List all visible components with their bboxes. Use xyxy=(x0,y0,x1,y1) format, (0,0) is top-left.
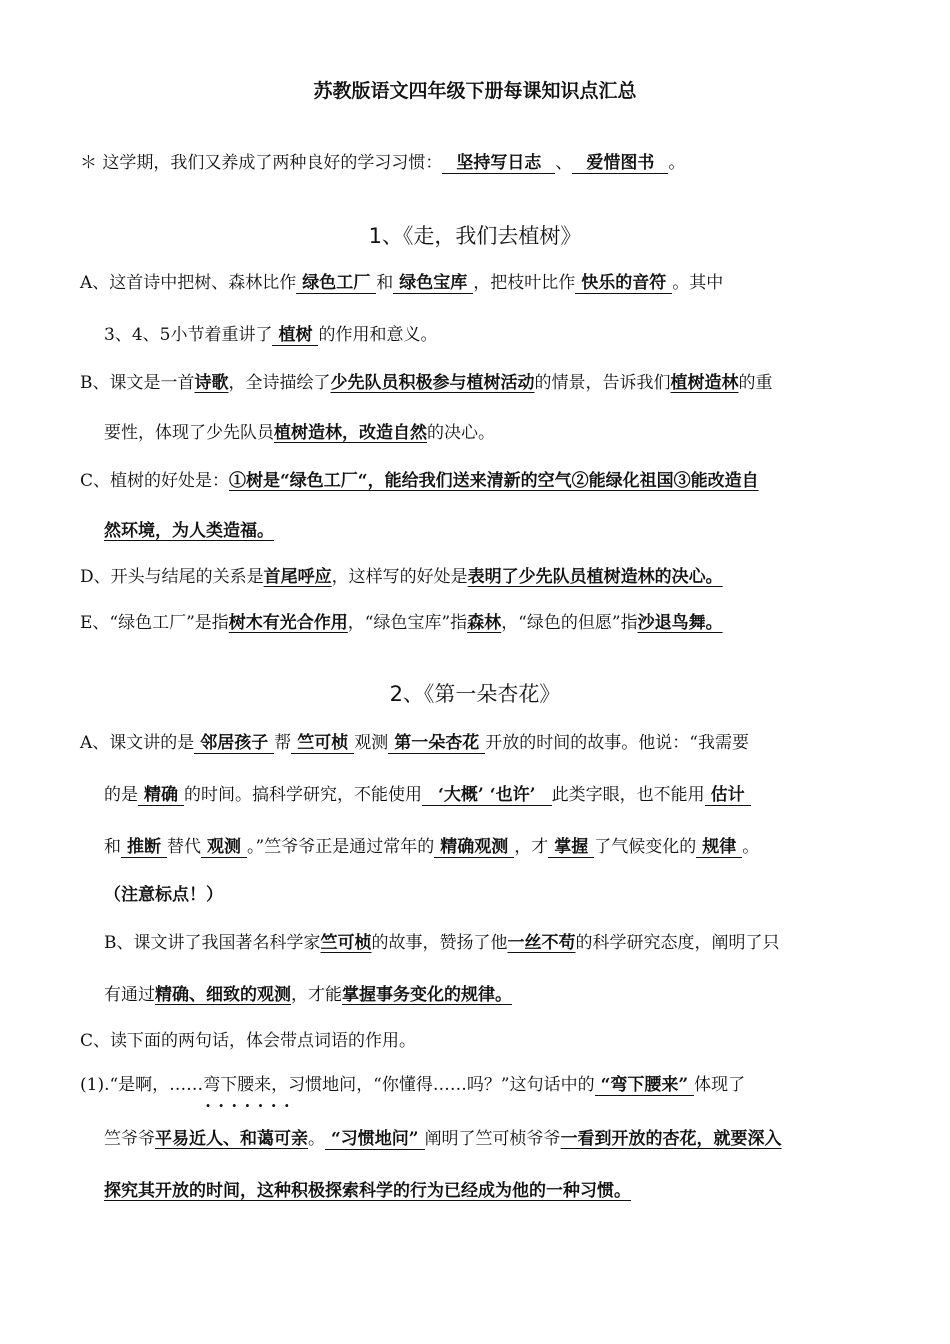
lesson1-item-a-line1: A、这首诗中把树、森林比作 绿色工厂 和 绿色宝库 ，把枝叶比作 快乐的音符 。其中 xyxy=(80,273,724,293)
lesson1-item-b-line2: 要性，体现了少先队员植树造林，改造自然的决心。 xyxy=(104,423,495,443)
intro-answer-2: 爱惜图书 xyxy=(572,153,668,174)
lesson2-item-a-line1: A、课文讲的是 邻居孩子 帮 竺可桢 观测 第一朵杏花 开放的时间的故事。他说：“我需要 xyxy=(80,733,749,753)
lesson1-item-a-line2: 3、4、5小节着重讲了 植树 的作用和意义。 xyxy=(104,325,438,345)
lesson1-item-e: E、“绿色工厂”是指树木有光合作用，“绿色宝库”指森林，“绿色的但愿”指沙退鸟舞。 xyxy=(80,613,723,633)
lesson2-item-c-q1-line2: 竺爷爷平易近人、和蔼可亲。 “习惯地问” 阐明了竺可桢爷爷一看到开放的杏花，就要深入 xyxy=(104,1129,782,1149)
intro-answer-1: 坚持写日志 xyxy=(442,153,555,174)
lesson1-item-c-line1: C、植树的好处是：①树是“绿色工厂“，能给我们送来清新的空气②能绿化祖国③能改造自 xyxy=(80,471,759,491)
lesson2-item-b-line1: B、课文讲了我国著名科学家竺可桢的故事，赞扬了他一丝不苟的科学研究态度，阐明了只 xyxy=(104,933,780,953)
lesson2-heading: 2、《第一朵杏花》 xyxy=(389,682,561,706)
lesson2-item-c-q1-line1: (1).“是啊，……弯下腰来，习惯地问 · · ，“你懂得……吗？”这句话中的 “弯下腰来” 体现了 xyxy=(80,1072,745,1098)
lesson2-item-a-line3: 和 推断 替代 观测 。”竺爷爷正是通过常年的 精确观测 ，才 掌握 了气候变化的 规律 。 xyxy=(104,837,760,857)
dotted-phrase: 弯下腰来，习惯地问 · · xyxy=(203,1075,356,1095)
lesson1-item-b-line1: B、课文是一首诗歌，全诗描绘了少先队员积极参与植树活动的情景，告诉我们植树造林的重 xyxy=(80,373,773,393)
lesson2-item-b-line2: 有通过精确、细致的观测，才能掌握事务变化的规律。 xyxy=(104,985,512,1005)
lesson1-item-c-line2: 然环境，为人类造福。 xyxy=(104,521,274,541)
lesson1-heading: 1、《走，我们去植树》 xyxy=(368,224,582,248)
lesson2-note: （注意标点！） xyxy=(104,885,223,905)
lesson1-item-d: D、开头与结尾的关系是首尾呼应，这样写的好处是表明了少先队员植树造林的决心。 xyxy=(80,567,723,587)
lesson2-item-a-line2: 的是 精确 的时间。搞科学研究，不能使用 ‘大概’ ‘也许’ 此类字眼，也不能用 估计 xyxy=(104,782,751,808)
intro-line: ＊ 这学期，我们又养成了两种良好的学习习惯： 坚持写日志 、 爱惜图书 。 xyxy=(80,153,686,173)
page-title: 苏教版语文四年级下册每课知识点汇总 xyxy=(313,80,637,102)
lesson2-item-c-intro: C、读下面的两句话，体会带点词语的作用。 xyxy=(80,1031,417,1051)
lesson2-item-c-q1-line3: 探究其开放的时间，这种积极探索科学的行为已经成为他的一种习惯。 xyxy=(104,1181,631,1201)
